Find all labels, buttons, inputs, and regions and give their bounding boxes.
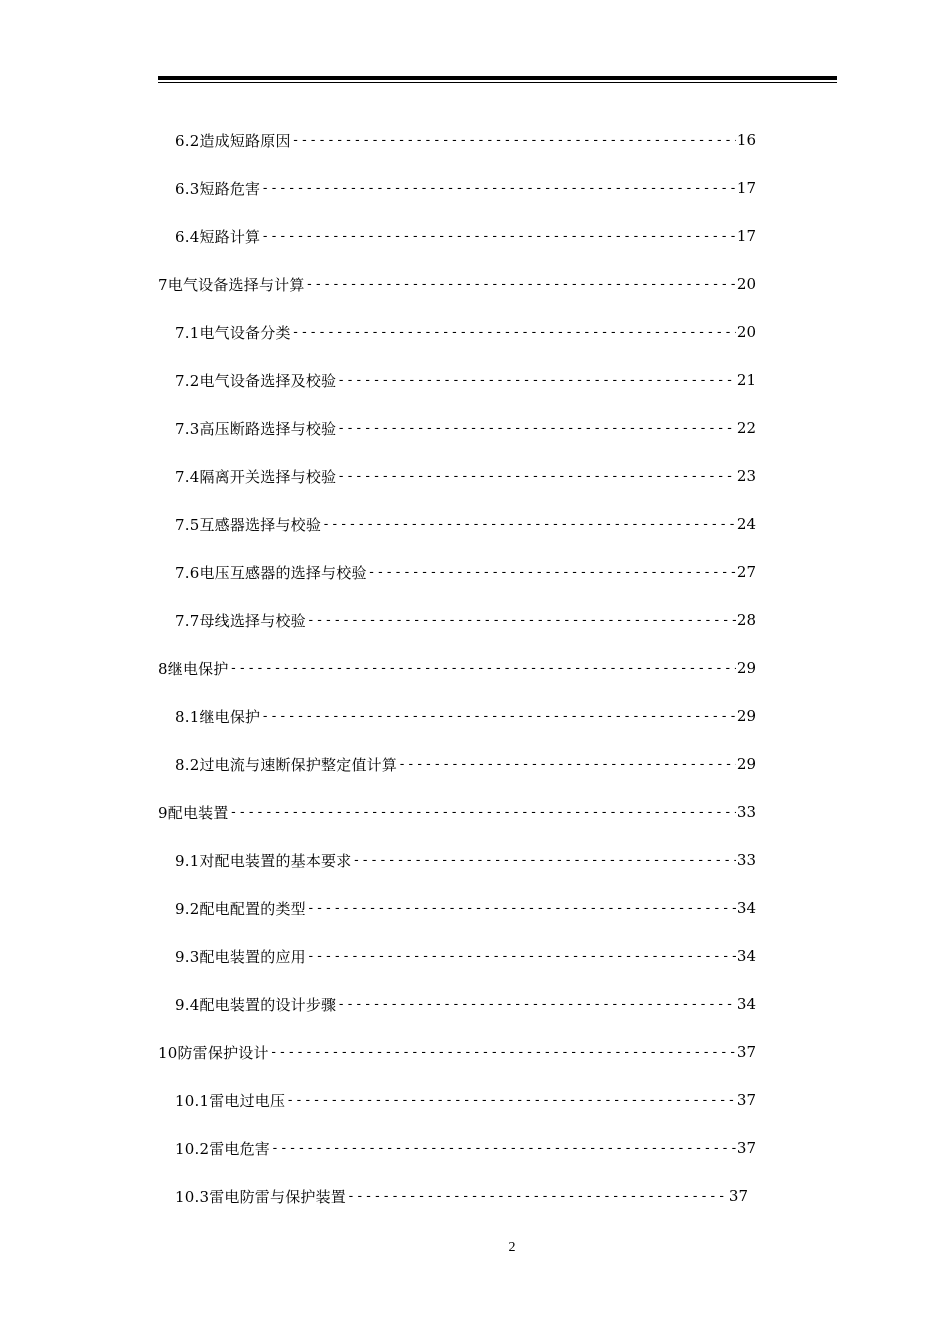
toc-dot-leader [292,133,736,148]
toc-entry-title: 8.1继电保护 [175,707,261,726]
toc-dot-leader [306,277,736,292]
toc-dot-leader [352,853,735,868]
toc-dot-leader [261,709,736,724]
toc-entry-page: 33 [736,803,756,821]
toc-dot-leader [271,1141,736,1156]
toc-entry-page: 16 [736,131,756,149]
toc-entry[interactable] [175,692,756,740]
toc-entry-page: 28 [736,611,756,629]
toc-dot-leader [261,181,736,196]
toc-entry-page: 20 [736,275,756,293]
toc-entry[interactable] [175,356,756,404]
toc-entry-title: 9.3配电装置的应用 [175,947,306,966]
toc-entry[interactable] [175,980,756,1028]
toc-entry[interactable] [175,740,756,788]
toc-entry-title: 6.2造成短路原因 [175,131,291,150]
toc-entry-page: 29 [736,755,756,773]
toc-entry-page: 34 [736,995,756,1013]
toc-chapter-entry[interactable] [158,1028,756,1076]
toc-entry[interactable] [175,932,756,980]
toc-entry-title: 10.1雷电过电压 [175,1091,286,1110]
toc-dot-leader [337,373,736,388]
toc-entry-page: 37 [736,1139,756,1157]
toc-entry[interactable] [175,212,756,260]
toc-entry-title: 10.3雷电防雷与保护装置 [175,1187,346,1206]
toc-entry[interactable] [175,884,756,932]
toc-dot-leader [337,997,736,1012]
toc-entry-title: 10防雷保护设计 [158,1043,269,1062]
toc-dot-leader [230,661,736,676]
toc-entry-title: 7电气设备选择与计算 [158,275,305,294]
toc-dot-leader [307,613,736,628]
toc-dot-leader [337,421,736,436]
toc-entry-page: 17 [736,227,756,245]
toc-entry[interactable] [175,404,756,452]
toc-entry-title: 9.4配电装置的设计步骤 [175,995,337,1014]
toc-dot-leader [230,805,736,820]
toc-entry-page: 24 [736,515,756,533]
toc-chapter-entry[interactable] [158,644,756,692]
toc-entry[interactable] [175,164,756,212]
toc-entry[interactable] [175,1076,756,1124]
toc-entry-title: 8.2过电流与速断保护整定值计算 [175,755,398,774]
toc-entry-title: 9配电装置 [158,803,229,822]
toc-dot-leader [398,757,736,772]
toc-entry[interactable] [175,596,756,644]
toc-entry[interactable] [175,1124,756,1172]
toc-entry-page: 23 [736,467,756,485]
toc-entry-title: 7.7母线选择与校验 [175,611,306,630]
toc-chapter-entry[interactable] [158,260,756,308]
toc-entry-page: 20 [736,323,756,341]
toc-entry-title: 6.4短路计算 [175,227,261,246]
toc-entry-page: 29 [736,707,756,725]
toc-entry-title: 7.3高压断路选择与校验 [175,419,337,438]
toc-dot-leader [337,469,736,484]
toc-entry-page: 34 [736,947,756,965]
toc-entry[interactable] [175,1172,748,1220]
toc-dot-leader [292,325,736,340]
toc-entry-title: 7.4隔离开关选择与校验 [175,467,337,486]
toc-entry-page: 33 [736,851,756,869]
toc-entry[interactable] [175,452,756,500]
toc-entry-title: 8继电保护 [158,659,229,678]
toc-entry[interactable] [175,500,756,548]
toc-entry[interactable] [175,308,756,356]
toc-dot-leader [368,565,736,580]
toc-entry-page: 37 [736,1091,756,1109]
toc-dot-leader [286,1093,736,1108]
toc-entry-page: 34 [736,899,756,917]
toc-entry-page: 27 [736,563,756,581]
toc-entry-title: 6.3短路危害 [175,179,261,198]
toc-entry-page: 29 [736,659,756,677]
toc-entry-page: 21 [736,371,756,389]
toc-dot-leader [307,901,736,916]
toc-dot-leader [322,517,736,532]
toc-entry-page: 22 [736,419,756,437]
toc-entry-page: 37 [736,1043,756,1061]
page-number: 2 [508,1240,516,1255]
toc-entry-page: 17 [736,179,756,197]
toc-entry-title: 7.6电压互感器的选择与校验 [175,563,367,582]
toc-entry-title: 10.2雷电危害 [175,1139,270,1158]
header-rule [158,76,837,80]
toc-dot-leader [307,949,736,964]
toc-entry-title: 9.2配电配置的类型 [175,899,306,918]
toc-entry[interactable] [175,548,756,596]
toc-entry[interactable] [175,836,756,884]
toc-entry-title: 7.5互感器选择与校验 [175,515,322,534]
toc-entry-title: 7.1电气设备分类 [175,323,291,342]
toc-dot-leader [261,229,736,244]
toc-entry-title: 7.2电气设备选择及校验 [175,371,337,390]
toc-dot-leader [347,1189,728,1204]
toc-chapter-entry[interactable] [158,788,756,836]
toc-dot-leader [270,1045,736,1060]
toc-entry[interactable] [175,116,756,164]
toc-entry-page: 37 [728,1187,748,1205]
toc-entry-title: 9.1对配电装置的基本要求 [175,851,352,870]
header-rule-thin [158,82,837,83]
